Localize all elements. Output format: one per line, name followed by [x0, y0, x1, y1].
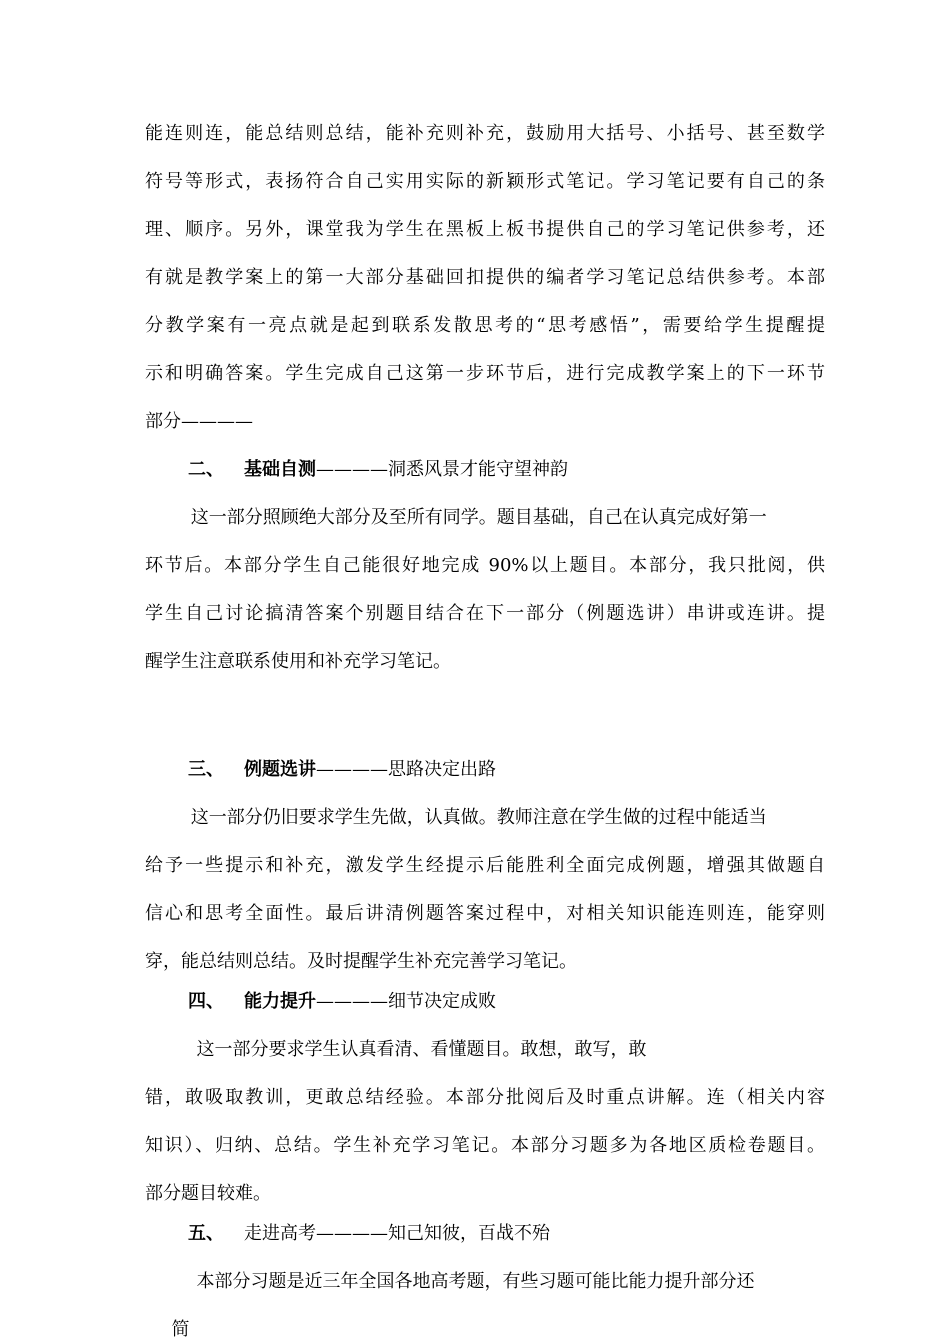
paragraph-line: 这一部分照顾绝大部分及至所有同学。题目基础，自己在认真完成好第一 [185, 507, 767, 528]
section-subtitle: ————思路决定出路 [316, 759, 496, 780]
paragraph-line: 部分———— [145, 411, 253, 432]
paragraph-line: 简 [160, 1319, 190, 1340]
paragraph-line: 示和明确答案。学生完成自己这第一步环节后，进行完成教学案上的下一环节 [145, 363, 825, 384]
paragraph-line: 有就是教学案上的第一大部分基础回扣提供的编者学习笔记总结供参考。本部 [145, 267, 825, 288]
paragraph-line: 知识）、归纳、总结。学生补充学习笔记。本部分习题多为各地区质检卷题目。 [145, 1135, 825, 1156]
section-subtitle: ————洞悉风景才能守望神韵 [316, 459, 568, 480]
paragraph-line: 错，敢吸取教训，更敢总结经验。本部分批阅后及时重点讲解。连（相关内容 [145, 1087, 825, 1108]
section-heading-2 [188, 458, 868, 482]
section-title: 走进高考 [244, 1223, 316, 1244]
section-title: 例题选讲 [244, 759, 316, 780]
section-heading-4 [188, 990, 868, 1014]
section-heading-5 [188, 1222, 868, 1246]
paragraph-line: 信心和思考全面性。最后讲清例题答案过程中，对相关知识能连则连，能穿则 [145, 903, 825, 924]
section-title: 能力提升 [244, 991, 316, 1012]
paragraph-line: 这一部分仍旧要求学生先做，认真做。教师注意在学生做的过程中能适当 [185, 807, 767, 828]
paragraph-line: 部分题目较难。 [145, 1183, 271, 1204]
section-number: 五、 [188, 1223, 224, 1244]
paragraph-line: 穿，能总结则总结。及时提醒学生补充完善学习笔记。 [145, 951, 577, 972]
section-subtitle: ————知己知彼，百战不殆 [316, 1223, 550, 1244]
section-number: 二、 [188, 459, 224, 480]
paragraph-line: 环节后。本部分学生自己能很好地完成 90%以上题目。本部分，我只批阅，供 [145, 555, 825, 576]
paragraph-line: 给予一些提示和补充，激发学生经提示后能胜利全面完成例题，增强其做题自 [145, 855, 825, 876]
paragraph-line: 分教学案有一亮点就是起到联系发散思考的“思考感悟”，需要给学生提醒提 [145, 315, 825, 336]
paragraph-line: 醒学生注意联系使用和补充学习笔记。 [145, 651, 451, 672]
paragraph-line: 符号等形式，表扬符合自己实用实际的新颖形式笔记。学习笔记要有自己的条 [145, 171, 825, 192]
section-number: 三、 [188, 759, 224, 780]
paragraph-line: 这一部分要求学生认真看清、看懂题目。敢想，敢写，敢 [185, 1039, 647, 1060]
paragraph-line: 学生自己讨论搞清答案个别题目结合在下一部分（例题选讲）串讲或连讲。提 [145, 603, 825, 624]
paragraph-line: 理、顺序。另外，课堂我为学生在黑板上板书提供自己的学习笔记供参考，还 [145, 219, 825, 240]
section-subtitle: ————细节决定成败 [316, 991, 496, 1012]
section-heading-3 [188, 758, 868, 782]
paragraph-line: 能连则连，能总结则总结，能补充则补充，鼓励用大括号、小括号、甚至数学 [145, 123, 825, 144]
section-title: 基础自测 [244, 459, 316, 480]
paragraph-line: 本部分习题是近三年全国各地高考题，有些习题可能比能力提升部分还 [185, 1271, 755, 1292]
section-number: 四、 [188, 991, 224, 1012]
